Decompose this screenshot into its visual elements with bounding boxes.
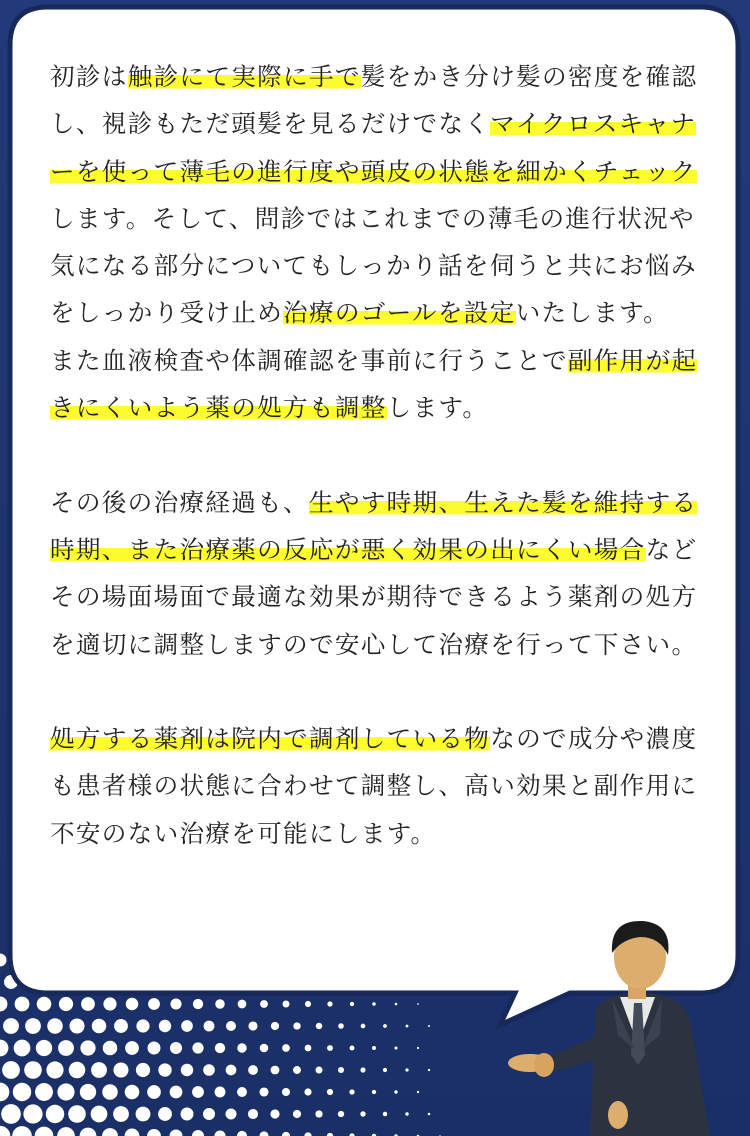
body-text: 初診は bbox=[50, 62, 128, 91]
paragraph-blood-test bbox=[50, 337, 705, 432]
body-text: 髪をかき分け髪の密度を確認し、視診もただ頭髪を見るだけでなく bbox=[50, 62, 698, 139]
body-text: いたします。 bbox=[515, 298, 670, 328]
wooden-mannequin-in-suit-pointing-icon bbox=[500, 915, 750, 1136]
highlighted-text: マイクロスキャナーを使って薄毛の進行度や頭皮の状態を細かくチェック bbox=[50, 109, 697, 186]
body-text: なので成分や濃度も患者様の状態に合わせて調整し、高い効果と副作用に不安のない治療を可能にします。 bbox=[50, 724, 698, 848]
highlighted-text: 生やす時期、生えた髪を維持する時期、また治療薬の反応が悪く効果の出にくい場合 bbox=[50, 487, 698, 564]
body-text: します。 bbox=[386, 393, 489, 423]
highlighted-text: 副作用が起きにくいよう薬の処方も調整 bbox=[50, 345, 698, 423]
body-text: などその場面場面で最適な効果が期待できるよう薬剤の処方を適切に調整しますので安心して治療を行って下さい。 bbox=[50, 534, 698, 659]
paragraph-treatment-progress bbox=[50, 479, 705, 668]
highlighted-text: 触診にて実際に手で bbox=[127, 62, 361, 91]
highlighted-text: 処方する薬剤は院内で調剤している物 bbox=[50, 724, 491, 754]
highlighted-text: 治療のゴールを設定 bbox=[283, 298, 516, 328]
explanation-text bbox=[50, 53, 705, 857]
paragraph-consultation bbox=[50, 53, 705, 337]
body-text: します。そして、問診ではこれまでの薄毛の進行状況や気になる部分についてもしっかり話を伺うと共にお悩みをしっかり受け止め bbox=[50, 203, 697, 328]
body-text: その後の治療経過も、 bbox=[50, 487, 309, 517]
body-text: また血液検査や体調確認を事前に行うことで bbox=[50, 345, 568, 375]
paragraph-in-house-medicine bbox=[50, 715, 705, 857]
